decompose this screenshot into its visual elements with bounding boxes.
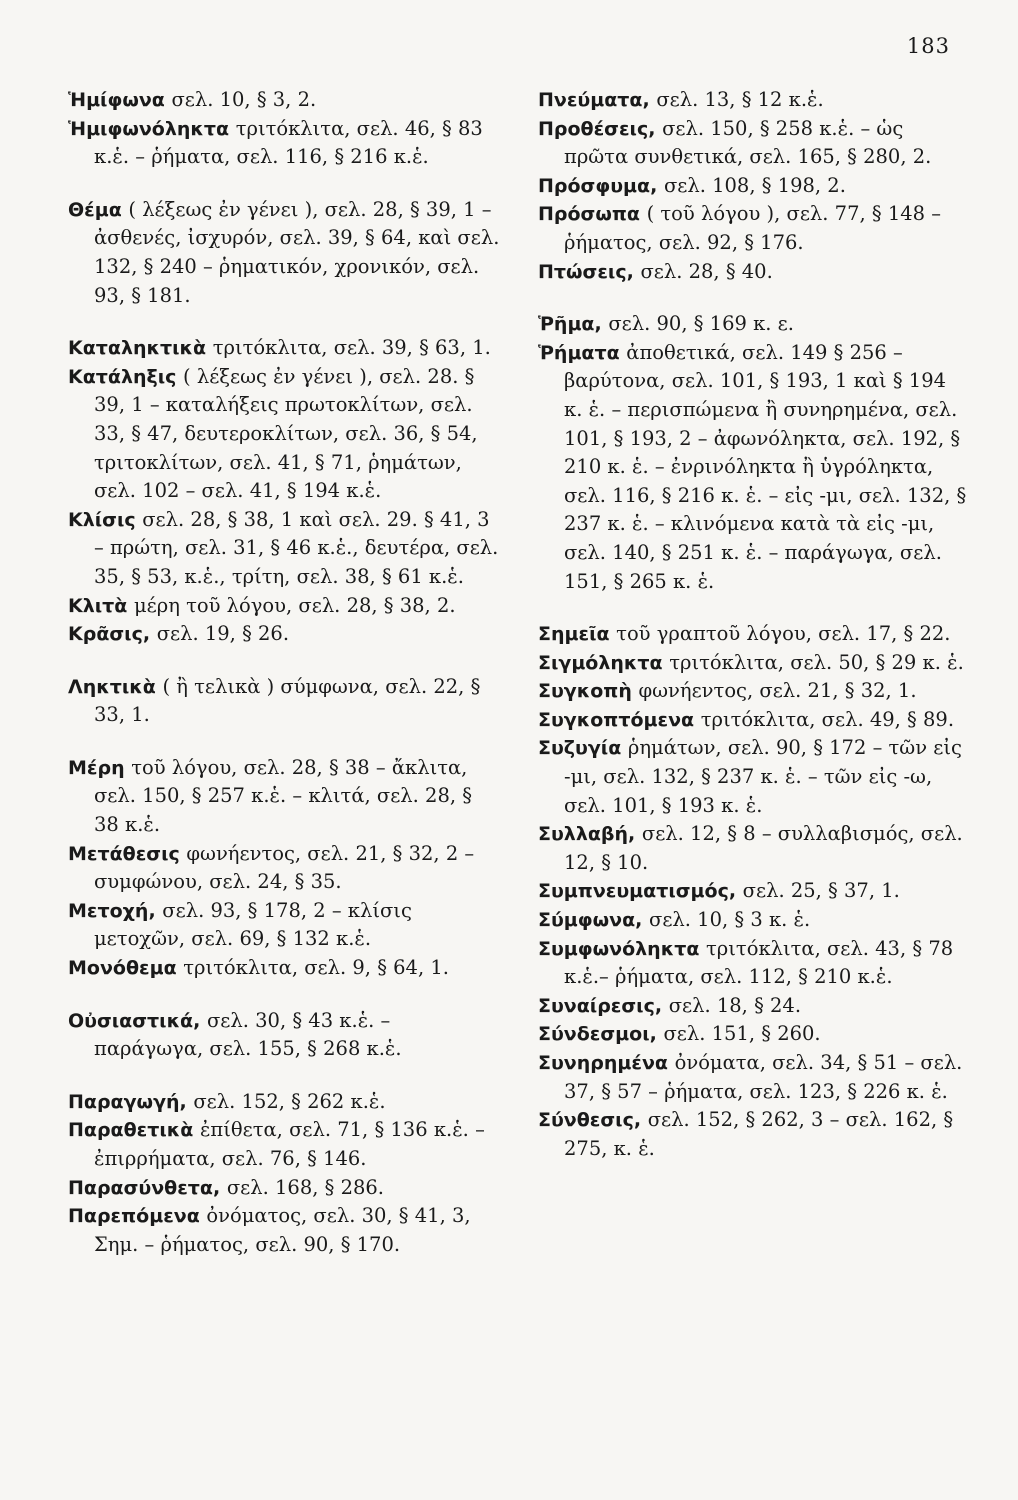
- index-refs: σελ. 18, § 24.: [668, 993, 802, 1017]
- index-term: Μετάθεσις: [68, 842, 180, 865]
- index-entry: [538, 992, 970, 1021]
- index-refs: σελ. 28, § 38, 1 καὶ σελ. 29. § 41, 3 – πρώτη, σελ. 31, § 46 κ.ἑ., δευτέρα, σελ. 35, § 53, κ.ἑ., τρίτη, σελ. 38, § 61 κ.ἑ.: [94, 507, 499, 588]
- index-term: Παραγωγή,: [68, 1090, 187, 1113]
- index-entry: [68, 334, 500, 363]
- index-entry: [68, 1088, 500, 1117]
- index-refs: τοῦ γραπτοῦ λόγου, σελ. 17, § 22.: [616, 622, 951, 646]
- index-entry: [538, 172, 970, 201]
- index-term: Μέρη: [68, 756, 125, 779]
- index-term: Κρᾶσις,: [68, 623, 151, 646]
- index-entry: [538, 115, 970, 172]
- index-term: Κλιτὰ: [68, 594, 128, 617]
- index-entry: [538, 706, 970, 735]
- index-term: Σημεῖα: [538, 623, 610, 646]
- index-term: Ἡμίφωνα: [68, 89, 165, 111]
- index-entry: [68, 86, 500, 115]
- index-refs: φωνήεντος, σελ. 21, § 32, 2 – συμφώνου, σελ. 24, § 35.: [94, 841, 475, 894]
- index-refs: τοῦ λόγου, σελ. 28, § 38 – ἄκλιτα, σελ. 150, § 257 κ.ἑ. – κλιτά, σελ. 28, § 38 κ.ἑ.: [94, 755, 473, 837]
- index-term: Ληκτικὰ: [68, 675, 156, 698]
- index-term: Παρεπόμενα: [68, 1205, 200, 1228]
- index-term: Σύνθεσις,: [538, 1109, 642, 1132]
- index-refs: σελ. 25, § 37, 1.: [742, 879, 900, 903]
- index-term: Μονόθεμα: [68, 957, 177, 980]
- index-refs: μέρη τοῦ λόγου, σελ. 28, § 38, 2.: [133, 593, 456, 617]
- index-refs: ( ἢ τελικὰ ) σύμφωνα, σελ. 22, § 33, 1.: [94, 674, 481, 727]
- index-refs: τριτόκλιτα, σελ. 49, § 89.: [700, 707, 955, 731]
- index-refs: σελ. 12, § 8 – συλλαβισμός, σελ. 12, § 10.: [564, 822, 963, 874]
- index-term: Πνεύματα,: [538, 89, 650, 111]
- index-entry: [68, 620, 500, 649]
- index-term: Μετοχή,: [68, 899, 156, 922]
- index-refs: σελ. 30, § 43 κ.ἑ. – παράγωγα, σελ. 155, § 268 κ.ἑ.: [94, 1008, 402, 1061]
- index-term: Συγκοπὴ: [538, 680, 632, 703]
- index-term: Συμφωνόληκτα: [538, 937, 700, 960]
- index-entry: [538, 200, 970, 257]
- index-refs: σελ. 28, § 40.: [640, 259, 773, 283]
- index-column-right: [538, 86, 970, 1163]
- index-entry: [538, 258, 970, 287]
- index-term: Παραθετικὰ: [68, 1119, 194, 1142]
- index-term: Συναίρεσις,: [538, 994, 663, 1017]
- index-term: Καταληκτικὰ: [68, 337, 207, 360]
- index-refs: ἀποθετικά, σελ. 149 § 256 – βαρύτονα, σελ. 101, § 193, 1 καὶ § 194 κ. ἑ. – περισπώμενα ἢ συνηρημένα, σελ. 101, § 193, 2 – ἀφωνόληκτα, σελ. 192, § 210 κ. ἑ. – ἐνρινόληκτα ἢ ὑγρόληκτα, σελ. 116, § 216 κ. ἑ. – εἰς -μι, σελ. 132, § 237 κ. ἑ. – κλινόμενα κατὰ τὰ εἰς -μι, σελ. 140, § 251 κ. ἑ. – παράγωγα, σελ. 151, § 265 κ. ἑ.: [564, 340, 967, 593]
- index-term: Οὐσιαστικά,: [68, 1009, 201, 1032]
- index-refs: σελ. 10, § 3 κ. ἑ.: [649, 908, 811, 932]
- index-term: Παρασύνθετα,: [68, 1176, 221, 1199]
- index-term: Κατάληξις: [68, 365, 177, 388]
- index-entry: [538, 935, 970, 992]
- index-refs: σελ. 90, § 169 κ. ε.: [608, 312, 794, 336]
- index-entry: [68, 673, 500, 730]
- index-entry: [68, 1116, 500, 1173]
- index-entry: [538, 310, 970, 339]
- index-term: Σύνδεσμοι,: [538, 1023, 657, 1046]
- index-refs: τριτόκλιτα, σελ. 9, § 64, 1.: [183, 956, 449, 980]
- index-refs: τριτόκλιτα, σελ. 39, § 63, 1.: [212, 336, 491, 360]
- index-refs: σελ. 19, § 26.: [156, 622, 290, 646]
- index-term: Πρόσωπα: [538, 203, 640, 226]
- index-refs: σελ. 168, § 286.: [226, 1175, 384, 1199]
- index-refs: τριτόκλιτα, σελ. 50, § 29 κ. ἑ.: [669, 650, 964, 674]
- index-refs: ῥημάτων, σελ. 90, § 172 – τῶν εἰς -μι, σελ. 132, § 237 κ. ἑ. – τῶν εἰς -ω, σελ. 101, § 193 κ. ἑ.: [564, 736, 962, 817]
- index-refs: ὀνόματα, σελ. 34, § 51 – σελ. 37, § 57 – ῥήματα, σελ. 123, § 226 κ. ἑ.: [564, 1051, 963, 1103]
- index-entry: [538, 677, 970, 706]
- index-refs: φωνήεντος, σελ. 21, § 32, 1.: [638, 679, 917, 703]
- index-term: Συλλαβή,: [538, 823, 636, 846]
- index-term: Πτώσεις,: [538, 260, 634, 283]
- index-refs: ἐπίθετα, σελ. 71, § 136 κ.ἑ. – ἐπιρρήματα, σελ. 76, § 146.: [94, 1118, 485, 1170]
- index-term: Πρόσφυμα,: [538, 174, 658, 197]
- index-entry: [68, 506, 500, 592]
- index-refs: τριτόκλιτα, σελ. 43, § 78 κ.ἑ.– ῥήματα, σελ. 112, § 210 κ.ἑ.: [564, 936, 954, 989]
- index-entry: [68, 897, 500, 954]
- index-term: Συζυγία: [538, 737, 622, 760]
- index-refs: σελ. 152, § 262, 3 – σελ. 162, § 275, κ. ἑ.: [564, 1108, 954, 1160]
- index-entry: [68, 840, 500, 897]
- index-entry: [68, 363, 500, 506]
- index-refs: σελ. 10, § 3, 2.: [171, 88, 317, 111]
- index-entry: [538, 1049, 970, 1106]
- index-refs: τριτόκλιτα, σελ. 46, § 83 κ.ἑ. – ῥήματα, σελ. 116, § 216 κ.ἑ.: [94, 116, 483, 169]
- index-entry: [68, 1202, 500, 1259]
- index-term: Συμπνευματισμός,: [538, 880, 737, 903]
- index-entry: [538, 877, 970, 906]
- index-entry: [68, 754, 500, 840]
- index-refs: σελ. 150, § 258 κ.ἑ. – ὡς πρῶτα συνθετικά, σελ. 165, § 280, 2.: [564, 116, 932, 169]
- index-entry: [68, 592, 500, 621]
- index-entry: [68, 1174, 500, 1203]
- index-entry: [538, 1020, 970, 1049]
- index-refs: ( λέξεως ἐν γένει ), σελ. 28, § 39, 1 – ἀσθενές, ἰσχυρόν, σελ. 39, § 64, καὶ σελ. 132, § 240 – ῥηματικόν, χρονικόν, σελ. 93, § 181.: [94, 197, 500, 307]
- index-entry: [538, 86, 970, 115]
- index-term: Σιγμόληκτα: [538, 651, 663, 674]
- index-term: Ῥῆμα,: [538, 313, 602, 336]
- index-entry: [538, 906, 970, 935]
- index-refs: σελ. 108, § 198, 2.: [663, 173, 846, 197]
- index-entry: [68, 115, 500, 172]
- index-entry: [538, 1106, 970, 1163]
- index-term: Θέμα: [68, 198, 122, 221]
- index-entry: [538, 820, 970, 877]
- index-refs: σελ. 13, § 12 κ.ἑ.: [656, 88, 824, 111]
- index-refs: ( τοῦ λόγου ), σελ. 77, § 148 – ῥήματος, σελ. 92, § 176.: [564, 202, 942, 254]
- index-term: Προθέσεις,: [538, 117, 656, 140]
- index-entry: [68, 954, 500, 983]
- index-refs: σελ. 151, § 260.: [663, 1022, 821, 1046]
- index-term: Κλίσις: [68, 508, 136, 531]
- index-term: Σύμφωνα,: [538, 909, 643, 932]
- index-term: Συνηρημένα: [538, 1052, 668, 1074]
- page-number: 183: [906, 34, 950, 58]
- index-term: Ἡμιφωνόληκτα: [68, 117, 230, 140]
- index-entry: [68, 1007, 500, 1064]
- index-refs: ( λέξεως ἐν γένει ), σελ. 28. § 39, 1 – καταλήξεις πρωτοκλίτων, σελ. 33, § 47, δευτεροκλίτων, σελ. 36, § 54, τριτοκλίτων, σελ. 41, § 71, ῥημάτων, σελ. 102 – σελ. 41, § 194 κ.ἑ.: [94, 364, 478, 503]
- index-column-left: [68, 86, 500, 1259]
- index-refs: σελ. 152, § 262 κ.ἑ.: [193, 1089, 386, 1113]
- index-entry: [68, 196, 500, 310]
- index-entry: [538, 339, 970, 596]
- index-term: Ῥήματα: [538, 341, 620, 364]
- index-entry: [538, 734, 970, 820]
- index-entry: [538, 620, 970, 649]
- index-entry: [538, 649, 970, 678]
- index-term: Συγκοπτόμενα: [538, 708, 695, 731]
- index-refs: ὀνόματος, σελ. 30, § 41, 3, Σημ. – ῥήματος, σελ. 90, § 170.: [94, 1204, 471, 1256]
- index-refs: σελ. 93, § 178, 2 – κλίσις μετοχῶν, σελ. 69, § 132 κ.ἑ.: [94, 898, 412, 951]
